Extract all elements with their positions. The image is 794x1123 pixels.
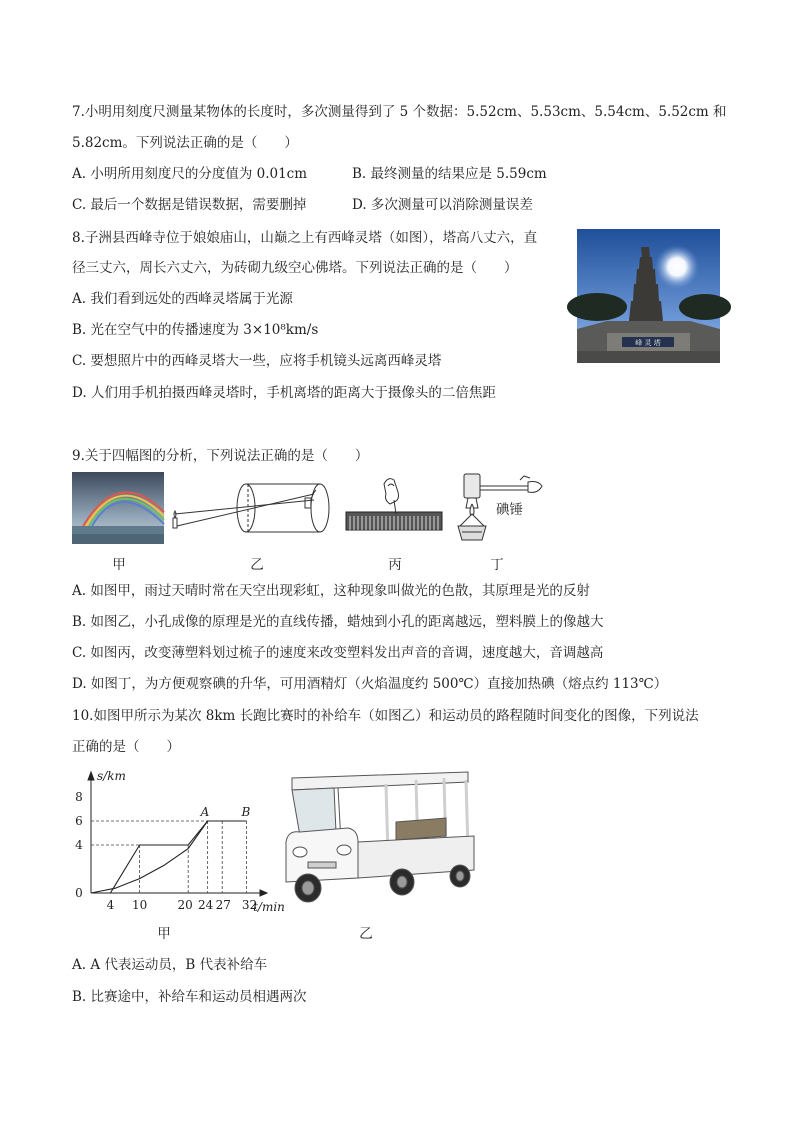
comb-figure [344,470,444,540]
y-axis-label: s/km [97,769,126,783]
q10-caption-yi: 乙 [359,926,373,942]
x-tick-label-20: 20 [177,898,193,912]
y-tick-label-4: 4 [75,838,83,852]
q9-option-b: B. 如图乙，小孔成像的原理是光的直线传播，蜡烛到小孔的距离越远，塑料膜上的像越大 [72,614,604,630]
q9-option-c: C. 如图丙，改变薄塑料划过梳子的速度来改变塑料发出声音的音调，速度越大，音调越高 [72,645,604,661]
plaque-text: 峰 灵 塔 [635,339,661,347]
series-line-1 [91,821,247,893]
q9-option-d: D. 如图丁，为方便观察碘的升华，可用酒精灯（火焰温度约 500℃）直接加热碘（熔点约 113℃） [72,676,668,692]
q7-stem-line1: 7.小明用刻度尺测量某物体的长度时，多次测量得到了 5 个数据：5.52cm、5.53cm、5.54cm、5.52cm 和 [72,104,727,120]
q9-caption-yi: 乙 [250,557,264,573]
x-tick-label-10: 10 [131,898,148,912]
y-axis-arrow [88,772,94,780]
point-label-b: B [241,805,251,819]
y-tick-label-6: 6 [75,814,83,828]
q9-caption-jia: 甲 [112,557,126,573]
q7-option-b: B. 最终测量的结果应是 5.59cm [352,166,547,182]
q9-option-a: A. 如图甲，雨过天晴时常在天空出现彩虹，这种现象叫做光的色散，其原理是光的反射 [72,583,590,599]
pinhole-camera-figure [168,470,338,546]
x-tick-label-32: 32 [241,898,258,912]
y-tick-label-8: 8 [75,790,83,804]
q9-caption-bing: 丙 [388,557,402,573]
q8-option-c: C. 要想照片中的西峰灵塔大一些，应将手机镜头远离西峰灵塔 [72,353,442,369]
q10-stem-line1: 10.如图甲所示为某次 8km 长跑比赛时的补给车（如图乙）和运动员的路程随时间变化的图像，下列说法 [72,708,699,724]
q10-stem-line2: 正确的是（ ） [72,739,180,755]
q7-option-d: D. 多次测量可以消除测量误差 [352,197,533,213]
rainbow-photo [72,472,164,544]
q8-option-d: D. 人们用手机拍摄西峰灵塔时，手机离塔的距离大于摄像头的二倍焦距 [72,385,496,401]
q7-option-a: A. 小明所用刻度尺的分度值为 0.01cm [72,166,308,182]
x-axis-label: t/min [253,900,285,914]
q7-option-c: C. 最后一个数据是错误数据，需要删掉 [72,197,307,213]
q8-option-b: B. 光在空气中的传播速度为 3×10⁸km/s [72,322,319,338]
q8-option-a: A. 我们看到远处的西峰灵塔属于光源 [72,291,293,307]
q10-option-b: B. 比赛途中，补给车和运动员相遇两次 [72,989,307,1005]
q9-caption-ding: 丁 [490,557,504,573]
q8-stem-line1: 8.子洲县西峰寺位于娘娘庙山，山巅之上有西峰灵塔（如图），塔高八丈六，直 [72,230,538,246]
supply-cart-photo [278,766,478,911]
x-axis-arrow [260,890,267,896]
point-label-a: A [200,805,210,819]
q10-caption-jia: 甲 [157,926,171,942]
x-tick-label-4: 4 [106,898,115,912]
x-tick-label-24: 24 [197,898,214,912]
pagoda-photo [577,229,720,363]
y-tick-label-0: 0 [75,886,83,900]
x-tick-label-27: 27 [215,898,231,912]
q8-stem-line2: 径三丈六，周长六丈六，为砖砌九级空心佛塔。下列说法正确的是（ ） [72,260,518,276]
q10-option-a: A. A 代表运动员，B 代表补给车 [72,957,268,973]
q7-stem-line2: 5.82cm。下列说法正确的是（ ） [72,135,298,151]
distance-time-chart [60,766,285,916]
iodine-hammer-label: 碘锤 [496,502,523,518]
q9-stem: 9.关于四幅图的分析，下列说法正确的是（ ） [72,448,369,464]
